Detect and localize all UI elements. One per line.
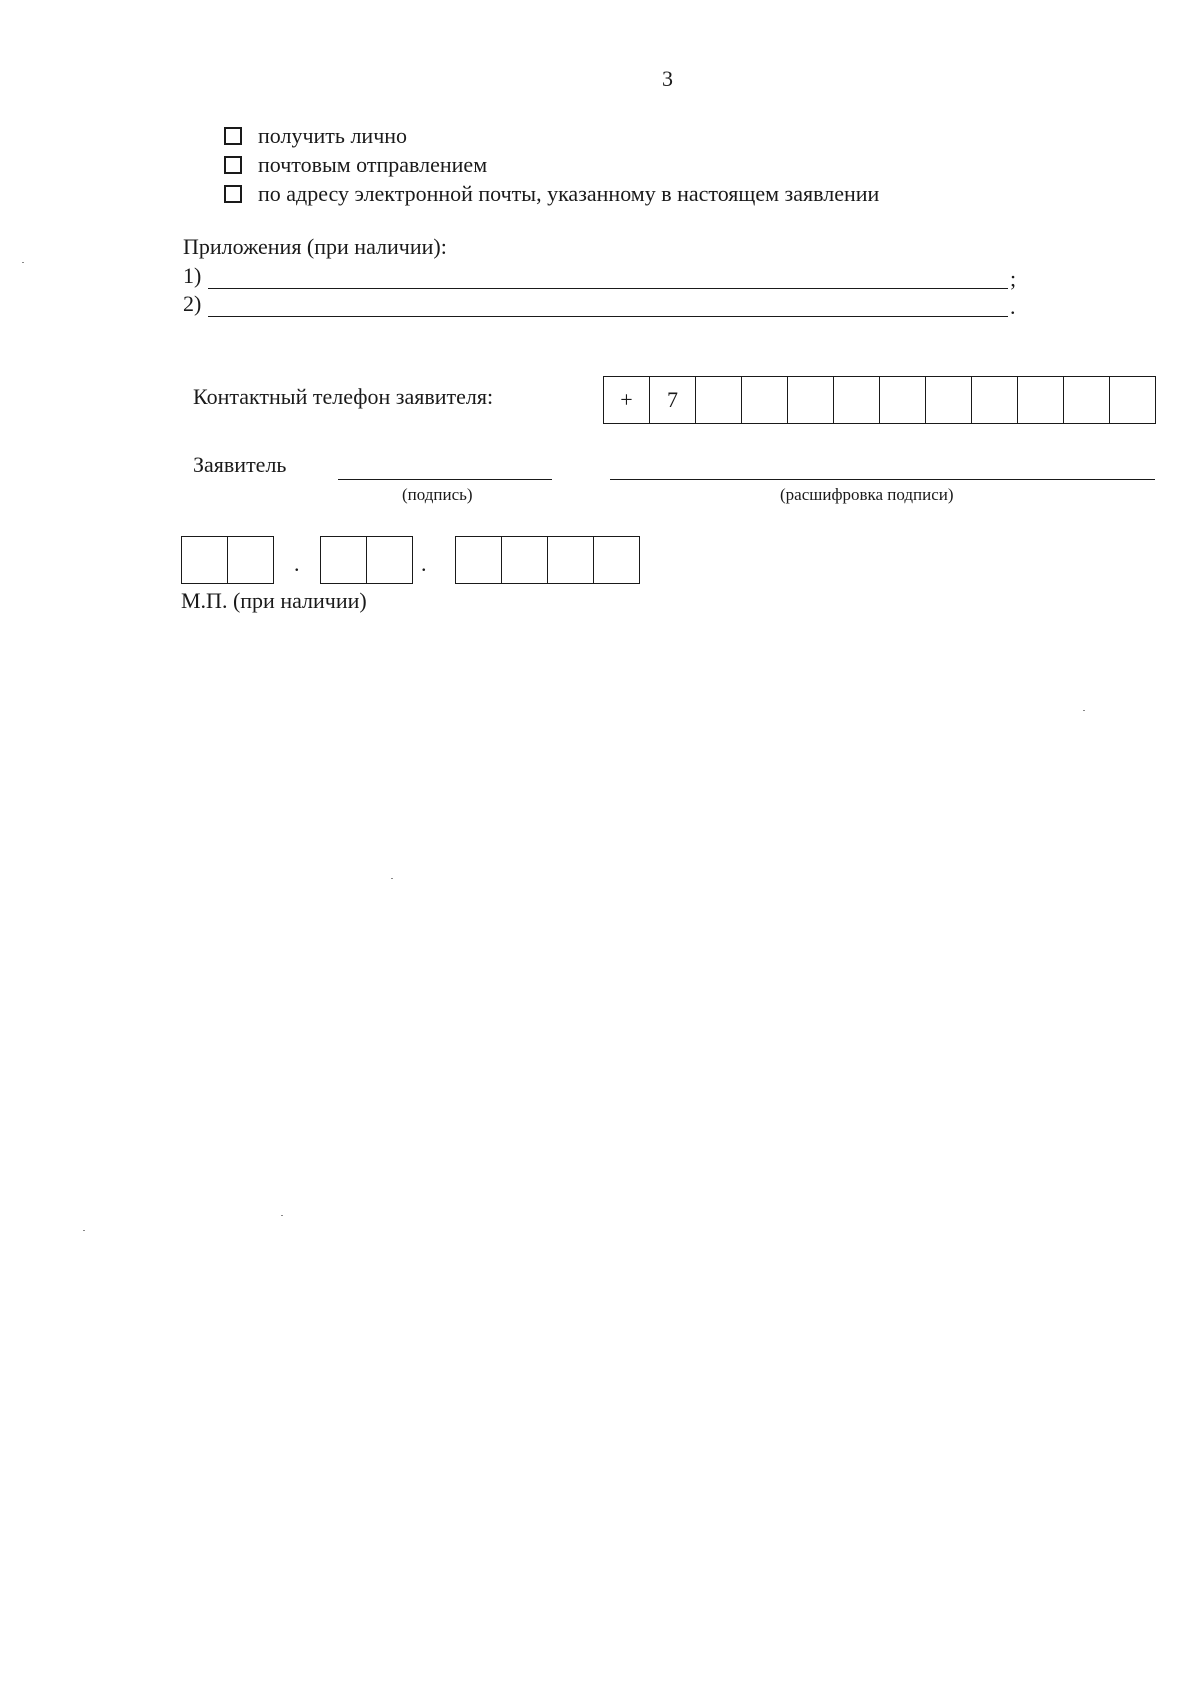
scan-speck <box>83 1230 85 1231</box>
attachment-number: 1) <box>183 263 202 288</box>
date-digit-cell[interactable] <box>456 537 502 583</box>
stamp-label: М.П. (при наличии) <box>181 588 367 613</box>
phone-digit-cell: 7 <box>650 377 696 423</box>
phone-digit-cell[interactable] <box>972 377 1018 423</box>
option-by-email[interactable] <box>224 181 879 207</box>
attachment-field-1[interactable] <box>208 288 1008 289</box>
phone-digit-cell: + <box>604 377 650 423</box>
phone-digit-cell[interactable] <box>696 377 742 423</box>
date-digit-cell[interactable] <box>502 537 548 583</box>
page-number: 3 <box>662 66 673 91</box>
phone-digit-cell[interactable] <box>1064 377 1110 423</box>
option-label: почтовым отправлением <box>258 152 488 177</box>
date-digit-cell[interactable] <box>228 537 273 583</box>
option-label: получить лично <box>258 123 408 148</box>
date-digit-cell[interactable] <box>182 537 228 583</box>
checkbox-icon[interactable] <box>224 185 242 203</box>
date-digit-cell[interactable] <box>367 537 412 583</box>
scan-speck <box>391 878 393 879</box>
phone-digit-cell[interactable] <box>1018 377 1064 423</box>
signature-caption: (подпись) <box>402 485 473 504</box>
attachment-number: 2) <box>183 291 202 316</box>
phone-digit-cell[interactable] <box>742 377 788 423</box>
phone-label: Контактный телефон заявителя: <box>193 384 494 409</box>
scan-speck <box>281 1215 283 1216</box>
date-separator: . <box>421 551 427 576</box>
option-label: по адресу электронной почты, указанному в настоящем заявлении <box>258 181 880 206</box>
scan-speck <box>22 262 24 263</box>
attachment-end-mark: . <box>1010 294 1016 319</box>
signature-decoding-caption: (расшифровка подписи) <box>780 485 954 504</box>
date-digit-cell[interactable] <box>594 537 639 583</box>
option-in-person[interactable] <box>224 123 407 149</box>
scan-speck <box>1083 710 1085 711</box>
signature-field[interactable] <box>338 479 552 480</box>
date-day-boxes <box>181 536 274 584</box>
attachment-field-2[interactable] <box>208 316 1008 317</box>
applicant-label: Заявитель <box>193 452 287 477</box>
checkbox-icon[interactable] <box>224 156 242 174</box>
phone-digit-cell[interactable] <box>880 377 926 423</box>
attachments-title: Приложения (при наличии): <box>183 234 447 259</box>
phone-number-boxes <box>603 376 1156 424</box>
date-digit-cell[interactable] <box>548 537 594 583</box>
date-month-boxes <box>320 536 413 584</box>
phone-digit-cell[interactable] <box>1110 377 1155 423</box>
option-by-post[interactable] <box>224 152 487 178</box>
date-digit-cell[interactable] <box>321 537 367 583</box>
phone-digit-cell[interactable] <box>788 377 834 423</box>
attachment-end-mark: ; <box>1010 266 1017 291</box>
date-year-boxes <box>455 536 640 584</box>
phone-digit-cell[interactable] <box>926 377 972 423</box>
signature-decoding-field[interactable] <box>610 479 1155 480</box>
phone-digit-cell[interactable] <box>834 377 880 423</box>
checkbox-icon[interactable] <box>224 127 242 145</box>
date-separator: . <box>294 551 300 576</box>
